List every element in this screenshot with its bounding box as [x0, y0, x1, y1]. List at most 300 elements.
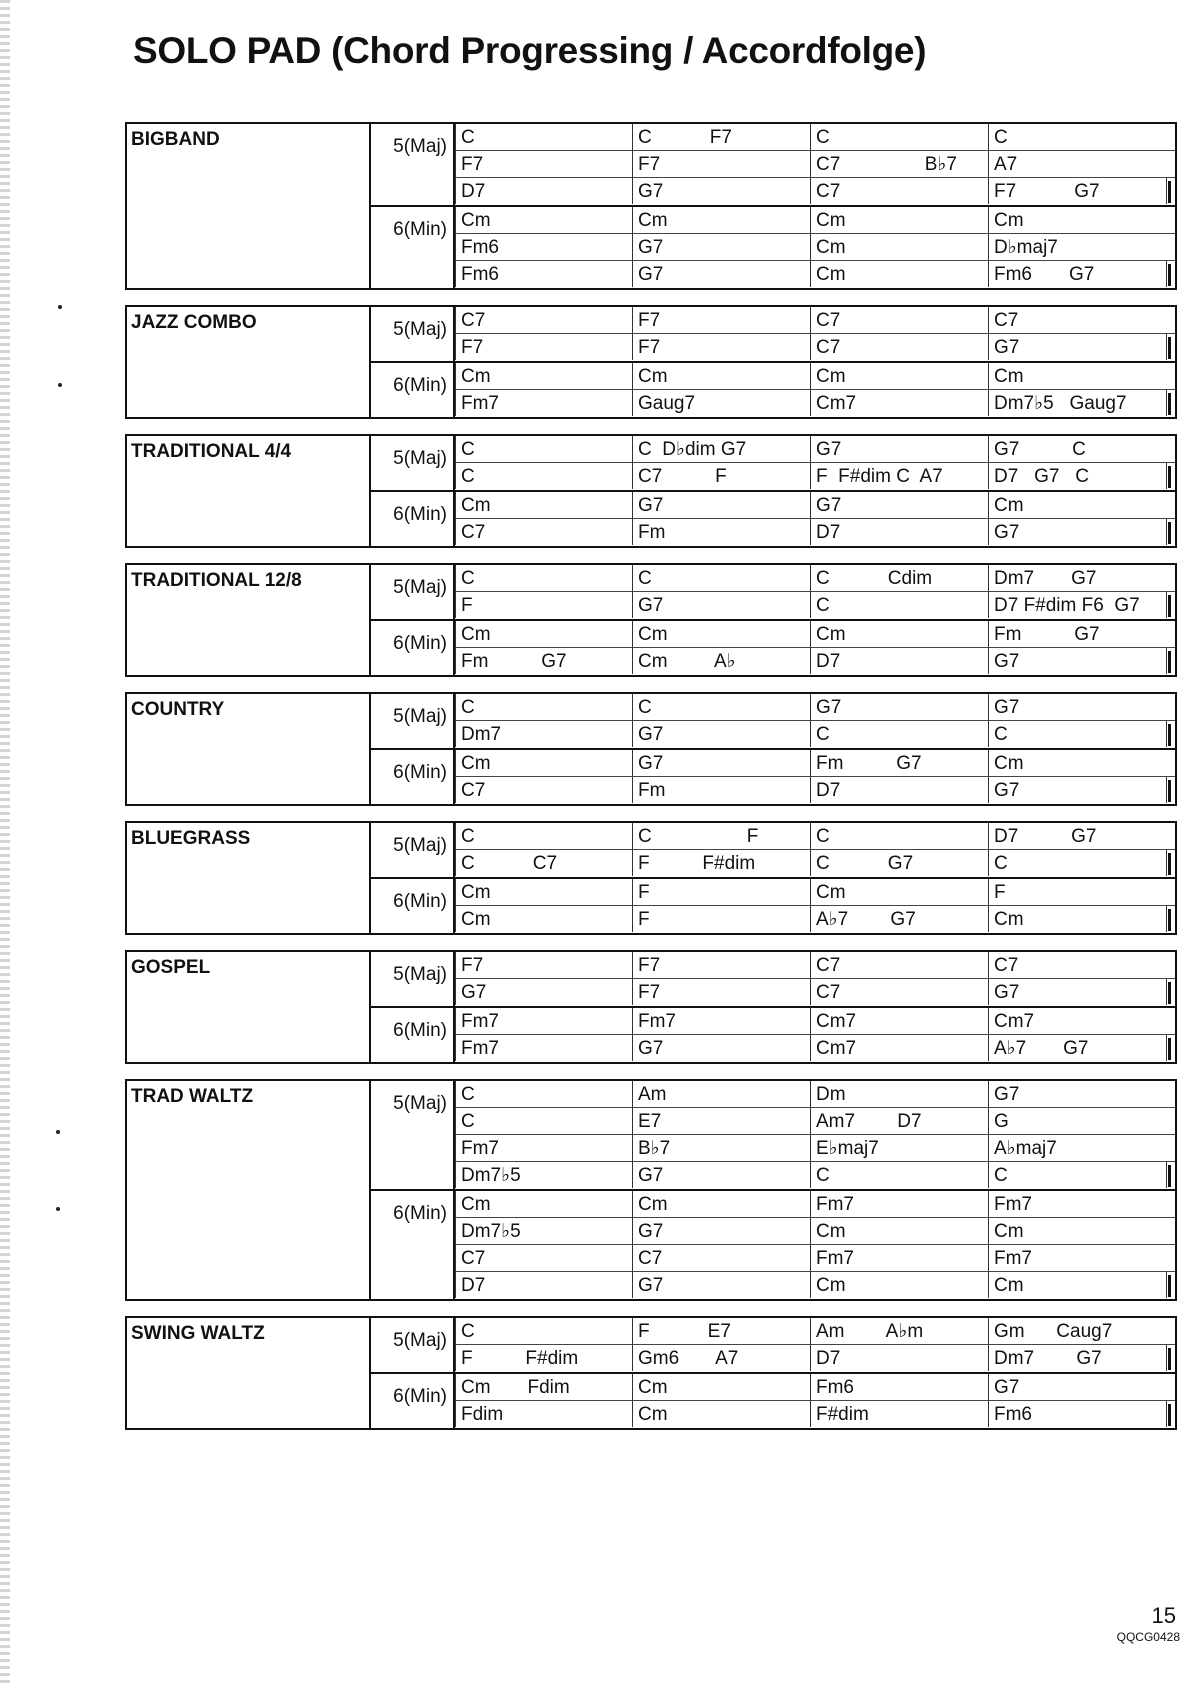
repeat-end-mark	[1168, 1038, 1171, 1060]
chord-row	[455, 207, 1175, 234]
chord-cell: F	[455, 592, 633, 618]
chord-row	[455, 334, 1175, 361]
chord-cell: G7	[455, 979, 633, 1005]
chord-row	[455, 390, 1175, 417]
style-block	[125, 434, 1177, 548]
mode-label: 5(Maj)	[371, 694, 455, 748]
chord-cell: Fm6 G7	[989, 261, 1167, 287]
mode-groups	[371, 436, 1175, 546]
chord-cell: Cm	[811, 879, 989, 905]
mode-group	[371, 1372, 1175, 1428]
chord-cell: Cm	[455, 879, 633, 905]
chord-cell: Cm	[994, 495, 1024, 516]
chord-cell: F7	[455, 151, 633, 177]
mode-group	[371, 1318, 1175, 1372]
mode-groups	[371, 694, 1175, 804]
chord-cell: G7	[989, 334, 1167, 360]
mode-groups	[371, 1081, 1175, 1299]
chord-row	[455, 261, 1175, 288]
style-block	[125, 950, 1177, 1064]
chord-cell: C	[811, 592, 989, 618]
chord-cell: F#dim	[811, 1401, 989, 1427]
mode-label: 5(Maj)	[371, 436, 455, 490]
chord-cell: Am	[633, 1081, 811, 1107]
chord-cell: F7	[633, 151, 811, 177]
repeat-end-mark	[1168, 651, 1171, 673]
page-number: 15	[1151, 1603, 1176, 1628]
mode-label: 6(Min)	[371, 207, 455, 288]
mode-group	[371, 1006, 1175, 1062]
chord-cell: Cm	[811, 234, 989, 260]
chord-cell: G7	[633, 178, 811, 204]
chord-cell: Fm	[633, 777, 811, 803]
chord-cell: F F#dim	[633, 850, 811, 876]
scan-dot	[58, 383, 62, 387]
chord-row	[455, 1162, 1175, 1189]
chord-rows	[455, 750, 1175, 804]
mode-label: 5(Maj)	[371, 952, 455, 1006]
chord-row	[455, 363, 1175, 390]
chord-cell: Am7 D7	[811, 1108, 989, 1134]
chord-cell: Cm Fdim	[455, 1374, 633, 1400]
chord-cell: D♭maj7	[994, 237, 1058, 258]
chord-cell: Cm A♭	[633, 648, 811, 674]
mode-label: 6(Min)	[371, 1374, 455, 1428]
chord-cell: G	[994, 1111, 1009, 1132]
mode-label: 5(Maj)	[371, 1081, 455, 1189]
chord-cell: Cm	[811, 1272, 989, 1298]
chord-row	[455, 1135, 1175, 1162]
chord-cell: Fm7	[455, 390, 633, 416]
style-block	[125, 122, 1177, 290]
chord-row	[455, 823, 1175, 850]
chord-cell: G7	[811, 436, 989, 462]
repeat-end-mark	[1168, 1275, 1171, 1297]
mode-label: 5(Maj)	[371, 1318, 455, 1372]
chord-row	[455, 592, 1175, 619]
chord-row	[455, 124, 1175, 151]
chord-row	[455, 1035, 1175, 1062]
chord-cell: C7	[811, 979, 989, 1005]
chord-cell: C7	[633, 1245, 811, 1271]
chord-rows	[455, 621, 1175, 675]
chord-cell: Cm	[994, 1221, 1024, 1242]
chord-cell: G7	[989, 979, 1167, 1005]
repeat-end-mark	[1168, 393, 1171, 415]
chord-cell: Cm	[633, 207, 811, 233]
chord-cell: Cm	[455, 363, 633, 389]
chord-cell: A♭maj7	[994, 1138, 1057, 1159]
chord-cell: Fm	[633, 519, 811, 545]
chord-cell: A♭7 G7	[989, 1035, 1167, 1061]
chord-cell: C	[989, 1162, 1167, 1188]
scan-dot	[56, 1207, 60, 1211]
chord-row	[455, 648, 1175, 675]
mode-groups	[371, 307, 1175, 417]
chord-cell: Gaug7	[633, 390, 811, 416]
repeat-end-mark	[1168, 853, 1171, 875]
chord-cell: B♭7	[633, 1135, 811, 1161]
chord-cell: G7	[811, 492, 989, 518]
chord-cell: Cm	[633, 1401, 811, 1427]
style-name: SWING WALTZ	[127, 1318, 371, 1428]
chord-cell: G7	[989, 777, 1167, 803]
repeat-end-mark	[1168, 1348, 1171, 1370]
chord-cell: Fm6	[811, 1374, 989, 1400]
chord-cell: C7	[811, 178, 989, 204]
chord-cell: F7 G7	[989, 178, 1167, 204]
style-name: TRAD WALTZ	[127, 1081, 371, 1299]
style-block	[125, 692, 1177, 806]
mode-group	[371, 205, 1175, 288]
mode-label: 5(Maj)	[371, 307, 455, 361]
chord-rows	[455, 307, 1175, 361]
scanned-page-edge	[0, 0, 10, 1684]
chord-cell: Cm7	[811, 1035, 989, 1061]
chord-row	[455, 1272, 1175, 1299]
chord-cell: C7	[455, 777, 633, 803]
chord-rows	[455, 363, 1175, 417]
chord-cell: C	[811, 1162, 989, 1188]
chord-row	[455, 1191, 1175, 1218]
mode-label: 6(Min)	[371, 621, 455, 675]
mode-group	[371, 748, 1175, 804]
mode-label: 6(Min)	[371, 750, 455, 804]
mode-group	[371, 436, 1175, 490]
style-name: TRADITIONAL 4/4	[127, 436, 371, 546]
chord-cell: C7	[811, 952, 989, 978]
chord-row	[455, 234, 1175, 261]
chord-cell: Cm	[989, 1272, 1167, 1298]
mode-label: 6(Min)	[371, 1008, 455, 1062]
chord-cell: G7 C	[994, 439, 1086, 460]
chord-cell: C	[455, 1081, 633, 1107]
chord-rows	[455, 492, 1175, 546]
mode-groups	[371, 952, 1175, 1062]
chord-cell: C F	[633, 823, 811, 849]
chord-cell: C7	[455, 1245, 633, 1271]
chord-cell: C D♭dim G7	[633, 436, 811, 462]
chord-cell: C	[811, 823, 989, 849]
chord-cell: C	[455, 565, 633, 591]
chord-cell: D7 G7	[994, 826, 1097, 847]
repeat-end-mark	[1168, 982, 1171, 1004]
chord-rows	[455, 694, 1175, 748]
mode-label: 6(Min)	[371, 363, 455, 417]
chord-cell: C	[455, 823, 633, 849]
chord-cell: C	[633, 694, 811, 720]
page-title: SOLO PAD (Chord Progressing / Accordfolge)	[133, 30, 927, 71]
chord-rows	[455, 1008, 1175, 1062]
mode-label: 5(Maj)	[371, 565, 455, 619]
chord-cell: G7	[633, 234, 811, 260]
chord-rows	[455, 1081, 1175, 1189]
chord-cell: C	[811, 124, 989, 150]
mode-group	[371, 694, 1175, 748]
mode-group	[371, 619, 1175, 675]
chord-cell: G7	[633, 1272, 811, 1298]
chord-cell: Cm	[811, 1218, 989, 1244]
chord-cell: C	[455, 694, 633, 720]
chord-cell: G7	[994, 1084, 1020, 1105]
chord-row	[455, 879, 1175, 906]
chord-cell: Fm7	[455, 1135, 633, 1161]
chord-row	[455, 519, 1175, 546]
chord-cell: C7	[994, 955, 1019, 976]
chord-cell: C C7	[455, 850, 633, 876]
chord-cell: Dm	[811, 1081, 989, 1107]
mode-label: 6(Min)	[371, 492, 455, 546]
chord-cell: F7	[633, 979, 811, 1005]
mode-group	[371, 952, 1175, 1006]
chord-rows	[455, 436, 1175, 490]
mode-groups	[371, 565, 1175, 675]
mode-group	[371, 1081, 1175, 1189]
style-block	[125, 821, 1177, 935]
document-code: QQCG0428	[1116, 1630, 1180, 1644]
chord-rows	[455, 1374, 1175, 1428]
chord-cell: G7	[994, 697, 1020, 718]
chord-cell: F	[994, 882, 1006, 903]
chord-cell: D7	[455, 1272, 633, 1298]
chord-cell: Cm	[811, 363, 989, 389]
chord-cell: Cm7	[994, 1011, 1035, 1032]
chord-rows	[455, 1318, 1175, 1372]
chord-cell: F7	[633, 952, 811, 978]
chord-row	[455, 777, 1175, 804]
mode-group	[371, 361, 1175, 417]
mode-label: 5(Maj)	[371, 124, 455, 205]
chord-cell: Cm	[811, 621, 989, 647]
chord-cell: G7	[633, 261, 811, 287]
chord-cell: Cm	[455, 621, 633, 647]
chord-cell: E7	[633, 1108, 811, 1134]
chord-cell: C G7	[811, 850, 989, 876]
chord-cell: Cm	[994, 210, 1024, 231]
chord-cell: Gm Caug7	[994, 1321, 1113, 1342]
chord-rows	[455, 879, 1175, 933]
chord-row	[455, 1401, 1175, 1428]
chord-cell: Cm	[633, 621, 811, 647]
chord-row	[455, 750, 1175, 777]
repeat-end-mark	[1168, 595, 1171, 617]
chord-cell: C7	[455, 519, 633, 545]
mode-group	[371, 490, 1175, 546]
repeat-end-mark	[1168, 264, 1171, 286]
repeat-end-mark	[1168, 1165, 1171, 1187]
chord-row	[455, 906, 1175, 933]
style-block	[125, 305, 1177, 419]
chord-cell: Cm	[994, 366, 1024, 387]
chord-row	[455, 1008, 1175, 1035]
style-name: BIGBAND	[127, 124, 371, 288]
chord-cell: G7	[633, 1162, 811, 1188]
chord-cell: A7	[994, 154, 1018, 175]
chord-cell: Cm	[455, 492, 633, 518]
chord-cell: C	[455, 124, 633, 150]
chord-cell: Fm7	[811, 1245, 989, 1271]
chord-cell: Fm6	[989, 1401, 1167, 1427]
chord-cell: A♭7 G7	[811, 906, 989, 932]
scan-dot	[56, 1130, 60, 1134]
chord-cell: C7 B♭7	[811, 151, 989, 177]
chord-cell: C	[455, 463, 633, 489]
mode-group	[371, 877, 1175, 933]
chord-row	[455, 1374, 1175, 1401]
chord-cell: Fdim	[455, 1401, 633, 1427]
chord-cell: Cm7	[811, 1008, 989, 1034]
style-name: JAZZ COMBO	[127, 307, 371, 417]
chord-cell: G7	[633, 1035, 811, 1061]
chord-row	[455, 436, 1175, 463]
chord-cell: E♭maj7	[811, 1135, 989, 1161]
chord-cell: G7	[811, 694, 989, 720]
chord-cell: C7	[994, 310, 1019, 331]
mode-group	[371, 1189, 1175, 1299]
mode-groups	[371, 1318, 1175, 1428]
chord-cell: Fm6	[455, 261, 633, 287]
chord-row	[455, 721, 1175, 748]
chord-cell: F E7	[633, 1318, 811, 1344]
chord-cell: F7	[455, 334, 633, 360]
chord-progression-tables	[125, 122, 1177, 1445]
mode-label: 6(Min)	[371, 1191, 455, 1299]
chord-cell: Fm7	[455, 1035, 633, 1061]
chord-cell: C7	[811, 307, 989, 333]
chord-rows	[455, 952, 1175, 1006]
chord-cell: G7	[989, 648, 1167, 674]
chord-cell: F	[633, 906, 811, 932]
chord-cell: C	[455, 436, 633, 462]
chord-cell: Fm G7	[994, 624, 1100, 645]
chord-cell: Cm	[994, 753, 1024, 774]
chord-cell: Fm6	[455, 234, 633, 260]
chord-cell: C7 F	[633, 463, 811, 489]
repeat-end-mark	[1168, 522, 1171, 544]
chord-rows	[455, 207, 1175, 288]
chord-cell: Dm7 G7	[994, 568, 1097, 589]
chord-cell: Dm7♭5 Gaug7	[989, 390, 1167, 416]
chord-row	[455, 1108, 1175, 1135]
chord-cell: Cm	[633, 363, 811, 389]
chord-rows	[455, 1191, 1175, 1299]
chord-row	[455, 694, 1175, 721]
chord-cell: F F#dim C A7	[811, 463, 989, 489]
chord-cell: G7	[633, 721, 811, 747]
chord-cell: C7	[811, 334, 989, 360]
chord-cell: C	[989, 721, 1167, 747]
chord-cell: D7	[811, 1345, 989, 1371]
chord-cell: G7	[994, 1377, 1020, 1398]
chord-cell: Cm	[811, 261, 989, 287]
chord-cell: Dm7♭5	[455, 1218, 633, 1244]
chord-cell: F7	[633, 334, 811, 360]
chord-cell: F7	[455, 952, 633, 978]
repeat-end-mark	[1168, 1404, 1171, 1426]
chord-row	[455, 492, 1175, 519]
repeat-end-mark	[1168, 337, 1171, 359]
chord-cell: Gm6 A7	[633, 1345, 811, 1371]
chord-cell: G7	[633, 750, 811, 776]
chord-cell: D7 G7 C	[989, 463, 1167, 489]
chord-cell: C	[811, 721, 989, 747]
chord-cell: Dm7	[455, 721, 633, 747]
chord-row	[455, 850, 1175, 877]
chord-cell: Fm7	[455, 1008, 633, 1034]
mode-group	[371, 823, 1175, 877]
chord-cell: C Cdim	[811, 565, 989, 591]
chord-cell: C	[455, 1108, 633, 1134]
chord-cell: Dm7♭5	[455, 1162, 633, 1188]
chord-cell: C F7	[633, 124, 811, 150]
chord-cell: Fm7	[994, 1248, 1032, 1269]
chord-row	[455, 1245, 1175, 1272]
mode-group	[371, 307, 1175, 361]
style-block	[125, 563, 1177, 677]
chord-cell: Cm	[989, 906, 1167, 932]
chord-cell: Fm7	[811, 1191, 989, 1217]
chord-row	[455, 307, 1175, 334]
mode-group	[371, 565, 1175, 619]
chord-cell: C	[633, 565, 811, 591]
chord-cell: D7	[811, 777, 989, 803]
chord-row	[455, 1318, 1175, 1345]
chord-row	[455, 151, 1175, 178]
repeat-end-mark	[1168, 724, 1171, 746]
chord-rows	[455, 823, 1175, 877]
chord-cell: F	[633, 879, 811, 905]
chord-cell: G7	[633, 492, 811, 518]
chord-cell: C	[455, 1318, 633, 1344]
chord-rows	[455, 565, 1175, 619]
mode-group	[371, 124, 1175, 205]
chord-cell: Cm	[633, 1374, 811, 1400]
chord-row	[455, 621, 1175, 648]
chord-cell: Fm G7	[811, 750, 989, 776]
chord-cell: Cm	[455, 906, 633, 932]
repeat-end-mark	[1168, 466, 1171, 488]
chord-row	[455, 178, 1175, 205]
chord-cell: C	[994, 127, 1008, 148]
chord-cell: F7	[633, 307, 811, 333]
chord-cell: Cm	[455, 207, 633, 233]
chord-cell: Cm7	[811, 390, 989, 416]
chord-cell: Cm	[811, 207, 989, 233]
chord-cell: D7 F#dim F6 G7	[989, 592, 1167, 618]
chord-cell: G7	[989, 519, 1167, 545]
repeat-end-mark	[1168, 909, 1171, 931]
style-block	[125, 1079, 1177, 1301]
chord-cell: C7	[455, 307, 633, 333]
chord-row	[455, 952, 1175, 979]
chord-row	[455, 1081, 1175, 1108]
style-name: TRADITIONAL 12/8	[127, 565, 371, 675]
chord-cell: Fm7	[994, 1194, 1032, 1215]
chord-cell: D7	[811, 519, 989, 545]
chord-row	[455, 463, 1175, 490]
chord-cell: D7	[811, 648, 989, 674]
chord-row	[455, 979, 1175, 1006]
chord-cell: Cm	[455, 1191, 633, 1217]
mode-groups	[371, 124, 1175, 288]
chord-row	[455, 1218, 1175, 1245]
chord-cell: Dm7 G7	[989, 1345, 1167, 1371]
chord-cell: Fm G7	[455, 648, 633, 674]
mode-label: 5(Maj)	[371, 823, 455, 877]
scan-dot	[58, 305, 62, 309]
chord-cell: F F#dim	[455, 1345, 633, 1371]
chord-cell: Cm	[455, 750, 633, 776]
